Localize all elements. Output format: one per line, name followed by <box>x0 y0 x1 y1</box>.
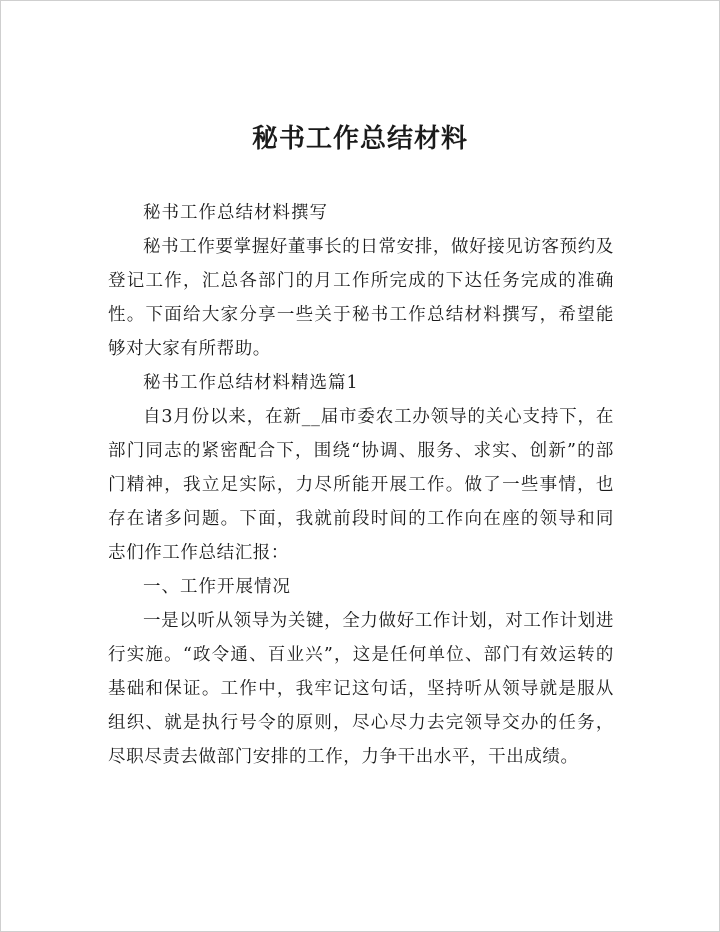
subsection-heading: 一、工作开展情况 <box>143 577 291 597</box>
body-paragraph: 一是以听从领导为关键，全力做好工作计划，对工作计划进行实施。“政令通、百业兴”，这是任何单位、部门有效运转的基础和保证。工作中，我牢记这句话，坚持听从领导就是服从组织、就是执行号令的原则，尽心尽力去完领导交办的任务，尽职尽责去做部门安排的工作，力争干出水平，干出成绩。 <box>108 611 614 767</box>
subtitle-paragraph: 秘书工作总结材料撰写 <box>143 203 328 223</box>
body-paragraph: 自3月份以来，在新__届市委农工办领导的关心支持下，在部门同志的紧密配合下，围绕“协调、服务、求实、创新”的部门精神，我立足实际，力尽所能开展工作。做了一些事情，也存在诸多问题。下面，我就前段时间的工作向在座的领导和同志们作工作总结汇报： <box>108 407 614 563</box>
section-heading: 秘书工作总结材料精选篇1 <box>143 373 359 393</box>
intro-paragraph: 秘书工作要掌握好董事长的日常安排，做好接见访客预约及登记工作，汇总各部门的月工作所完成的下达任务完成的准确性。下面给大家分享一些关于秘书工作总结材料撰写，希望能够对大家有所帮助。 <box>108 237 614 359</box>
document-title: 秘书工作总结材料 <box>251 124 468 154</box>
document-body <box>108 196 614 774</box>
